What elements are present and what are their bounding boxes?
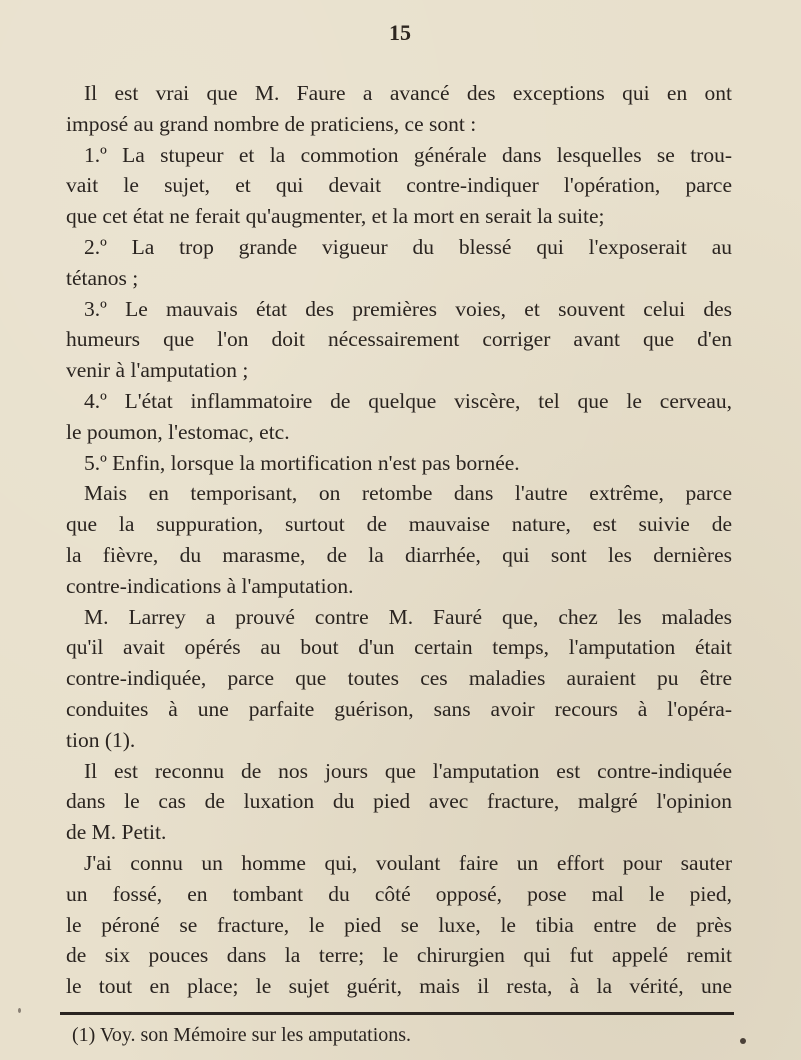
text-line: Il est reconnu de nos jours que l'amputation est contre-indiquée xyxy=(84,758,732,783)
page-number: 15 xyxy=(389,20,411,45)
text-line: contre-indiquée, parce que toutes ces maladies auraient pu être xyxy=(66,666,732,691)
text-line: Il est vrai que M. Faure a avancé des exceptions qui en ont xyxy=(84,81,732,105)
text-line: la fièvre, du marasme, de la diarrhée, qui sont les dernières xyxy=(66,542,732,567)
text-line: de M. Petit. xyxy=(66,820,167,845)
text-line: un fossé, en tombant du côté opposé, pose mal le pied, xyxy=(66,881,732,906)
text-line: le tout en place; le sujet guérit, mais il resta, à la vérité, une xyxy=(66,974,732,999)
footnote-rule xyxy=(60,1012,734,1015)
ink-spot xyxy=(18,1008,21,1013)
text-line: Mais en temporisant, on retombe dans l'autre extrême, parce xyxy=(84,481,732,506)
text-line: dans le cas de luxation du pied avec fracture, malgré l'opinion xyxy=(66,789,732,814)
body-text xyxy=(66,78,732,1002)
text-line: imposé au grand nombre de praticiens, ce sont : xyxy=(66,111,477,136)
text-line: conduites à une parfaite guérison, sans avoir recours à l'opéra- xyxy=(66,696,732,721)
text-line: 1.º La stupeur et la commotion générale dans lesquelles se trou- xyxy=(84,142,732,167)
text-line: 5.º Enfin, lorsque la mortification n'est pas bornée. xyxy=(84,450,520,475)
text-line: 2.º La trop grande vigueur du blessé qui l'exposerait au xyxy=(84,234,732,259)
text-line: de six pouces dans la terre; le chirurgien qui fut appelé remit xyxy=(66,943,732,968)
text-line: vait le sujet, et qui devait contre-indiquer l'opération, parce xyxy=(66,173,732,198)
text-line: 4.º L'état inflammatoire de quelque viscère, tel que le cerveau, xyxy=(84,388,732,413)
text-line: humeurs que l'on doit nécessairement corriger avant que d'en xyxy=(66,327,732,352)
text-line: J'ai connu un homme qui, voulant faire un effort pour sauter xyxy=(84,850,732,875)
text-line: contre-indications à l'amputation. xyxy=(66,573,354,598)
ink-spot xyxy=(740,1038,746,1044)
text-line: 3.º Le mauvais état des premières voies, et souvent celui des xyxy=(84,296,732,321)
text-line: le péroné se fracture, le pied se luxe, le tibia entre de près xyxy=(66,912,732,937)
text-line: que la suppuration, surtout de mauvaise nature, est suivie de xyxy=(66,512,732,537)
text-line: tétanos ; xyxy=(66,265,139,290)
text-line: venir à l'amputation ; xyxy=(66,358,249,383)
text-line: qu'il avait opérés au bout d'un certain temps, l'amputation était xyxy=(66,635,732,660)
text-line: que cet état ne ferait qu'augmenter, et la mort en serait la suite; xyxy=(66,204,605,229)
text-line: le poumon, l'estomac, etc. xyxy=(66,419,290,444)
text-line: M. Larrey a prouvé contre M. Fauré que, chez les malades xyxy=(84,604,732,629)
footnote: (1) Voy. son Mémoire sur les amputations. xyxy=(72,1024,412,1046)
text-line: tion (1). xyxy=(66,727,136,752)
